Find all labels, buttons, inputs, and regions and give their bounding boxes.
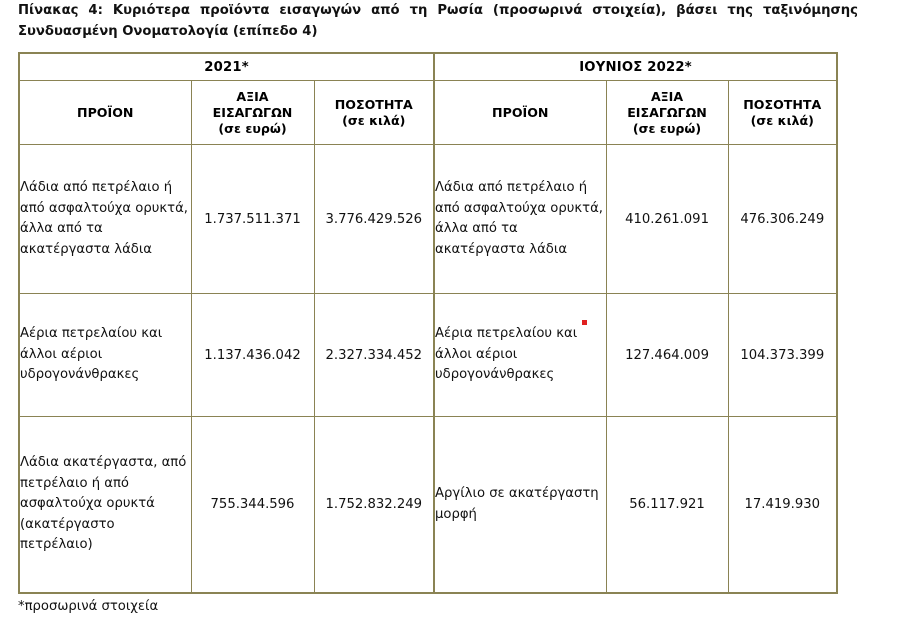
group-header-2022: ΙΟΥΝΙΟΣ 2022*	[434, 53, 837, 81]
table-column-header-row	[19, 81, 837, 145]
column-header-quantity-2021	[314, 81, 434, 145]
column-header-value-2021-line-2: ΕΙΣΑΓΩΓΩΝ	[212, 104, 293, 120]
table-row	[19, 294, 837, 417]
column-header-product-2022	[434, 81, 606, 145]
cell-product-2022: Αργίλιο σε ακατέργαστη μορφή	[434, 417, 606, 594]
cell-value-2021: 755.344.596	[191, 417, 314, 594]
column-header-value-2022	[606, 81, 728, 145]
cell-product-2022: Αέρια πετρελαίου και άλλοι αέριοι υδρογονάνθρακες	[434, 294, 606, 417]
cell-quantity-2022: 104.373.399	[728, 294, 837, 417]
table-body	[19, 145, 837, 594]
cell-quantity-2021: 1.752.832.249	[314, 417, 434, 594]
cell-quantity-2021: 2.327.334.452	[314, 294, 434, 417]
table-row	[19, 417, 837, 594]
imports-table-container	[18, 52, 836, 594]
cell-product-2021: Αέρια πετρελαίου και άλλοι αέριοι υδρογονάνθρακες	[19, 294, 191, 417]
group-header-2021: 2021*	[19, 53, 434, 81]
column-header-quantity-2021-line-2: (σε κιλά)	[342, 112, 406, 128]
cell-value-2022: 127.464.009	[606, 294, 728, 417]
column-header-value-2021-line-3: (σε ευρώ)	[218, 120, 287, 136]
cell-value-2021: 1.137.436.042	[191, 294, 314, 417]
column-header-product-2021-line-1: ΠΡΟΪΟΝ	[77, 104, 134, 120]
column-header-quantity-2022-line-2: (σε κιλά)	[750, 112, 814, 128]
column-header-quantity-2022	[728, 81, 837, 145]
table-header	[19, 53, 837, 145]
column-header-value-2022-line-3: (σε ευρώ)	[632, 120, 702, 136]
column-header-product-2021	[19, 81, 191, 145]
cell-value-2021: 1.737.511.371	[191, 145, 314, 294]
red-dot-marker	[582, 320, 587, 325]
column-header-quantity-2022-line-1: ΠΟΣΟΤΗΤΑ	[743, 96, 822, 112]
cell-quantity-2021: 3.776.429.526	[314, 145, 434, 294]
cell-value-2022: 56.117.921	[606, 417, 728, 594]
table-caption-line-2: Συνδυασμένη Ονοματολογία (επίπεδο 4)	[18, 24, 318, 39]
table-caption	[18, 0, 858, 42]
cell-value-2022: 410.261.091	[606, 145, 728, 294]
table-caption-line-1: Πίνακας 4: Κυριότερα προϊόντα εισαγωγών από τη Ρωσία (προσωρινά στοιχεία), βάσει της ταξινόμησης	[18, 3, 858, 18]
column-header-quantity-2021-line-1: ΠΟΣΟΤΗΤΑ	[334, 96, 413, 112]
cell-quantity-2022: 476.306.249	[728, 145, 837, 294]
table-footnote: *προσωρινά στοιχεία	[18, 599, 159, 614]
column-header-value-2022-line-1: ΑΞΙΑ	[650, 88, 684, 104]
column-header-value-2021-line-1: ΑΞΙΑ	[236, 88, 269, 104]
column-header-product-2022-line-1: ΠΡΟΪΟΝ	[492, 104, 549, 120]
table-group-header-row	[19, 53, 837, 81]
column-header-value-2022-line-2: ΕΙΣΑΓΩΓΩΝ	[627, 104, 707, 120]
cell-quantity-2022: 17.419.930	[728, 417, 837, 594]
cell-product-2021: Λάδια από πετρέλαιο ή από ασφαλτούχα ορυκτά, άλλα από τα ακατέργαστα λάδια	[19, 145, 191, 294]
cell-product-2021: Λάδια ακατέργαστα, από πετρέλαιο ή από ασφαλτούχα ορυκτά (ακατέργαστο πετρέλαιο)	[19, 417, 191, 594]
cell-product-2022: Λάδια από πετρέλαιο ή από ασφαλτούχα ορυκτά, άλλα από τα ακατέργαστα λάδια	[434, 145, 606, 294]
imports-table	[18, 52, 838, 594]
table-row	[19, 145, 837, 294]
column-header-value-2021	[191, 81, 314, 145]
